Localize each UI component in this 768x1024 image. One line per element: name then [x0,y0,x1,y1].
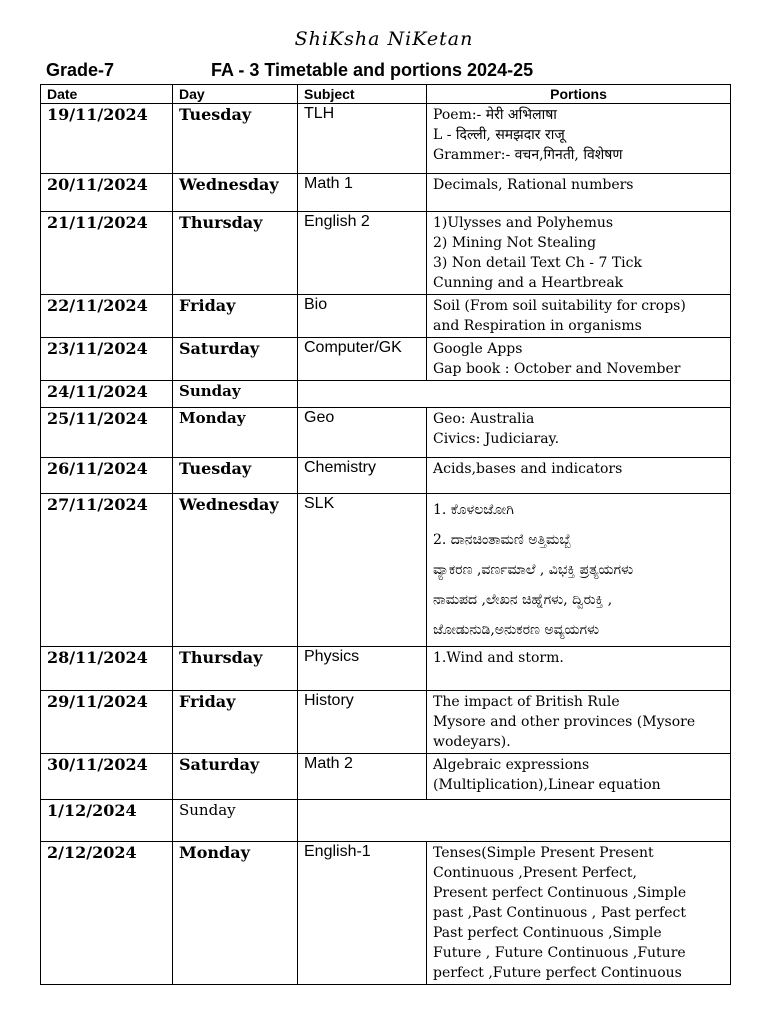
day-cell: Saturday [173,338,298,381]
empty-subject-cell [298,800,731,842]
portions-cell [427,691,731,754]
portions-cell [427,408,731,458]
school-logo: ShiKsha NiKetan [294,28,474,50]
date-cell: 23/11/2024 [41,338,173,381]
header-row [41,85,731,104]
portion-line: 1.Wind and storm. [433,650,564,666]
subject-cell: SLK [298,494,427,647]
day-cell: Tuesday [173,104,298,174]
day-cell: Wednesday [173,494,298,647]
portion-line: ಜೋಡುನುಡಿ,ಅನುಕರಣ ಅವ್ಯಯಗಳು [433,622,600,638]
portion-line: 2) Mining Not Stealing [433,235,597,251]
portions-cell [427,174,731,212]
day-cell: Monday [173,842,298,985]
portion-line: Gap book : October and November [433,361,681,377]
column-header-subject: Subject [298,85,427,104]
date-cell: 30/11/2024 [41,754,173,800]
table-row [41,800,731,842]
portion-line: The impact of British Rule [433,694,620,710]
subject-cell: English 2 [298,212,427,295]
portion-line: Cunning and a Heartbreak [433,275,624,291]
date-cell: 28/11/2024 [41,647,173,691]
portion-line: Google Apps [433,341,523,357]
portion-line: Soil (From soil suitability for crops) [433,298,686,314]
portion-line: Acids,bases and indicators [433,461,623,477]
portions-cell [427,842,731,985]
portion-line: past ,Past Continuous , Past perfect [433,905,686,921]
table-row [41,174,731,212]
portion-line: L - दिल्ली, समझदार राजू [433,127,565,143]
date-cell: 26/11/2024 [41,458,173,494]
day-cell: Sunday [173,800,298,842]
table-row [41,494,731,647]
table-row [41,295,731,338]
portion-line: Poem:- मेरी अभिलाषा [433,107,557,123]
table-row [41,458,731,494]
portion-line: 1)Ulysses and Polyhemus [433,215,614,231]
date-cell: 20/11/2024 [41,174,173,212]
column-header-day: Day [173,85,298,104]
subject-cell: History [298,691,427,754]
portion-line: Tenses(Simple Present Present [433,845,654,861]
portions-cell [427,104,731,174]
portion-line: 2. ದಾನಚಿಂತಾಮಣಿ ಅತ್ತಿಮಬ್ಬೆ [433,532,572,548]
date-cell: 27/11/2024 [41,494,173,647]
portion-line: ವ್ಯಾಕರಣ ,ವರ್ಣಮಾಲೆ , ವಿಭಕ್ತಿ ಪ್ರತ್ಯಯಗಳು [433,562,634,578]
portions-cell [427,295,731,338]
subject-cell: Chemistry [298,458,427,494]
day-cell: Sunday [173,381,298,408]
table-row [41,408,731,458]
table-row [41,338,731,381]
day-cell: Friday [173,691,298,754]
portion-line: Grammer:- वचन,गिनती, विशेषण [433,147,623,163]
portion-line: 1. ಕೊಳಲಜೋಗಿ [433,502,514,518]
subject-cell: Geo [298,408,427,458]
portion-line: Civics: Judiciaray. [433,431,560,447]
day-cell: Thursday [173,212,298,295]
date-cell: 2/12/2024 [41,842,173,985]
portion-line: and Respiration in organisms [433,318,642,334]
portion-line: perfect ,Future perfect Continuous [433,965,682,981]
table-row [41,691,731,754]
portions-cell [427,338,731,381]
portion-line: Past perfect Continuous ,Simple [433,925,662,941]
portions-cell [427,647,731,691]
subject-cell: Bio [298,295,427,338]
portion-line: Decimals, Rational numbers [433,177,634,193]
date-cell: 24/11/2024 [41,381,173,408]
table-row [41,754,731,800]
subject-cell: English-1 [298,842,427,985]
column-header-portions: Portions [427,85,731,104]
table-row [41,381,731,408]
portion-line: wodeyars). [433,734,511,750]
portion-line: Continuous ,Present Perfect, [433,865,637,881]
day-cell: Friday [173,295,298,338]
portion-line: Present perfect Continuous ,Simple [433,885,687,901]
day-cell: Monday [173,408,298,458]
portion-line: (Multiplication),Linear equation [433,777,661,793]
subject-cell: Math 2 [298,754,427,800]
portion-line: Geo: Australia [433,411,535,427]
date-cell: 25/11/2024 [41,408,173,458]
column-header-date: Date [41,85,173,104]
portion-line: Future , Future Continuous ,Future [433,945,686,961]
portion-line: 3) Non detail Text Ch - 7 Tick [433,255,642,271]
portions-cell [427,212,731,295]
empty-subject-cell [298,381,731,408]
date-cell: 21/11/2024 [41,212,173,295]
portions-cell [427,494,731,647]
subject-cell: Physics [298,647,427,691]
date-cell: 22/11/2024 [41,295,173,338]
day-cell: Saturday [173,754,298,800]
day-cell: Tuesday [173,458,298,494]
portions-cell [427,458,731,494]
timetable [40,84,731,985]
day-cell: Thursday [173,647,298,691]
date-cell: 1/12/2024 [41,800,173,842]
table-row [41,104,731,174]
table-row [41,212,731,295]
table-row [41,647,731,691]
document-title: FA - 3 Timetable and portions 2024-25 [211,60,534,80]
grade-label: Grade-7 [46,60,115,80]
date-cell: 19/11/2024 [41,104,173,174]
subject-cell: Computer/GK [298,338,427,381]
subject-cell: TLH [298,104,427,174]
date-cell: 29/11/2024 [41,691,173,754]
table-row [41,842,731,985]
portions-cell [427,754,731,800]
day-cell: Wednesday [173,174,298,212]
portion-line: ನಾಮಪದ ,ಲೇಖನ ಚಿಹ್ನೆಗಳು, ದ್ವಿರುಕ್ತಿ , [433,592,613,608]
portion-line: Algebraic expressions [433,757,590,773]
subject-cell: Math 1 [298,174,427,212]
portion-line: Mysore and other provinces (Mysore [433,714,696,730]
document-heading [46,60,736,84]
